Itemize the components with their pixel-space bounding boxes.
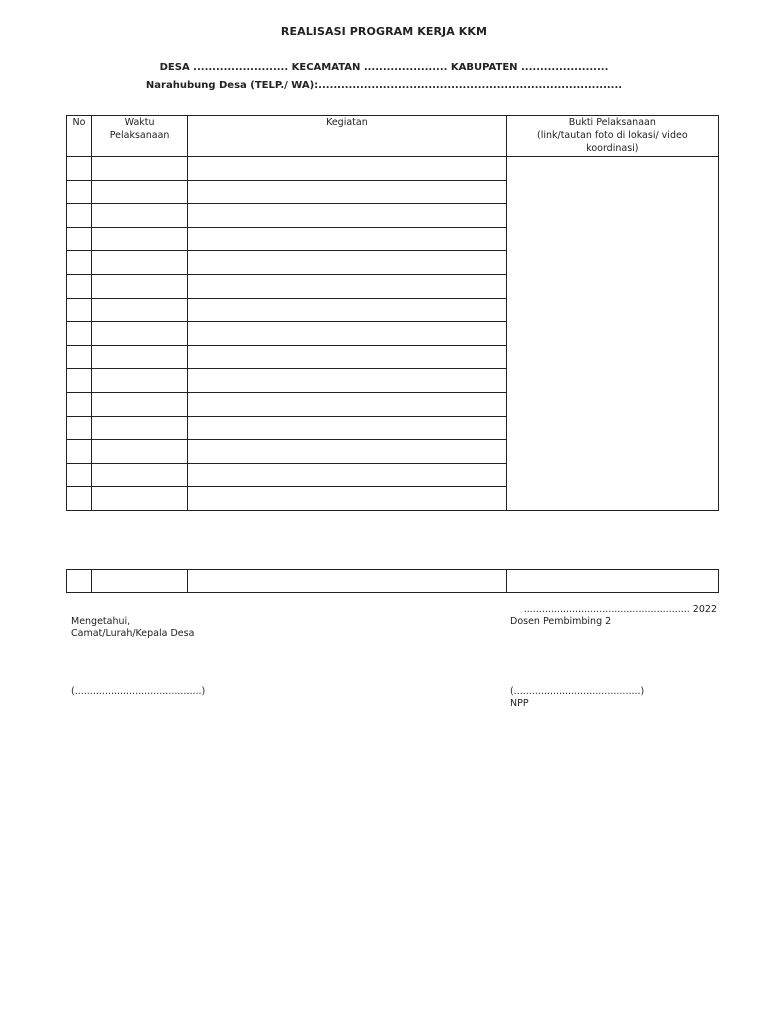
header-waktu xyxy=(92,116,188,157)
cell-no xyxy=(67,345,92,369)
cell-no xyxy=(67,204,92,228)
cell-no xyxy=(67,463,92,487)
summary-row xyxy=(67,570,719,593)
header-bukti xyxy=(506,116,718,157)
cell-waktu xyxy=(92,251,188,275)
cell-no xyxy=(67,298,92,322)
cell-no xyxy=(67,392,92,416)
cell-waktu xyxy=(92,416,188,440)
cell-no xyxy=(67,251,92,275)
dosen-label: Dosen Pembimbing 2 xyxy=(510,616,612,627)
cell-kegiatan xyxy=(188,369,506,393)
cell-kegiatan xyxy=(188,251,506,275)
cell-kegiatan xyxy=(188,274,506,298)
cell-kegiatan xyxy=(188,157,506,181)
narahubung-line: Narahubung Desa (TELP./ WA):................................................................................ xyxy=(145,80,623,91)
cell-kegiatan xyxy=(188,416,506,440)
cell-no xyxy=(67,322,92,346)
cell-no xyxy=(67,416,92,440)
header-bukti-line3: koordinasi) xyxy=(586,143,639,154)
cell-waktu xyxy=(92,440,188,464)
cell-kegiatan xyxy=(188,392,506,416)
cell-waktu xyxy=(92,369,188,393)
cell-kegiatan xyxy=(188,180,506,204)
cell-kegiatan xyxy=(188,322,506,346)
header-kegiatan: Kegiatan xyxy=(188,116,506,157)
cell-kegiatan xyxy=(188,440,506,464)
cell-waktu xyxy=(92,204,188,228)
cell-no xyxy=(67,227,92,251)
header-no: No xyxy=(67,116,92,157)
header-waktu-line1: Waktu xyxy=(124,117,155,128)
cell-bukti-merged xyxy=(506,157,718,511)
cell-waktu xyxy=(92,227,188,251)
cell-waktu xyxy=(92,274,188,298)
header-bukti-line1: Bukti Pelaksanaan xyxy=(568,117,656,128)
date-line: ....................................................... 2022 xyxy=(523,604,717,615)
cell-waktu xyxy=(92,322,188,346)
cell-waktu xyxy=(92,463,188,487)
right-name-placeholder: (..........................................) xyxy=(510,686,645,697)
left-signature-name xyxy=(71,686,205,698)
right-signature-name xyxy=(510,686,644,710)
program-table xyxy=(66,115,719,511)
left-signature-block xyxy=(71,616,194,640)
cell-waktu xyxy=(92,345,188,369)
summary-cell-no xyxy=(67,570,92,593)
cell-kegiatan xyxy=(188,463,506,487)
right-signature-block xyxy=(510,604,717,628)
cell-kegiatan xyxy=(188,487,506,511)
summary-cell-waktu xyxy=(92,570,188,593)
desa-kecamatan-kabupaten-line: DESA ......................... KECAMATAN ...................... KABUPATEN ....................... xyxy=(159,62,609,73)
table-header-row xyxy=(67,116,719,157)
cell-no xyxy=(67,274,92,298)
cell-kegiatan xyxy=(188,345,506,369)
cell-no xyxy=(67,440,92,464)
cell-waktu xyxy=(92,298,188,322)
document-title: REALISASI PROGRAM KERJA KKM xyxy=(280,25,488,38)
cell-no xyxy=(67,487,92,511)
cell-waktu xyxy=(92,180,188,204)
cell-waktu xyxy=(92,487,188,511)
summary-cell-bukti xyxy=(506,570,718,593)
mengetahui-label: Mengetahui, xyxy=(71,616,131,627)
cell-no xyxy=(67,369,92,393)
cell-kegiatan xyxy=(188,227,506,251)
cell-no xyxy=(67,157,92,181)
cell-waktu xyxy=(92,392,188,416)
summary-table xyxy=(66,569,719,593)
summary-cell-kegiatan xyxy=(188,570,506,593)
header-waktu-line2: Pelaksanaan xyxy=(109,130,170,141)
header-bukti-line2: (link/tautan foto di lokasi/ video xyxy=(537,130,688,141)
camat-lurah-label: Camat/Lurah/Kepala Desa xyxy=(71,628,195,639)
table-row xyxy=(67,157,719,181)
left-name-placeholder: (..........................................) xyxy=(71,686,206,697)
cell-kegiatan xyxy=(188,204,506,228)
cell-kegiatan xyxy=(188,298,506,322)
npp-label: NPP xyxy=(510,698,529,709)
cell-no xyxy=(67,180,92,204)
cell-waktu xyxy=(92,157,188,181)
